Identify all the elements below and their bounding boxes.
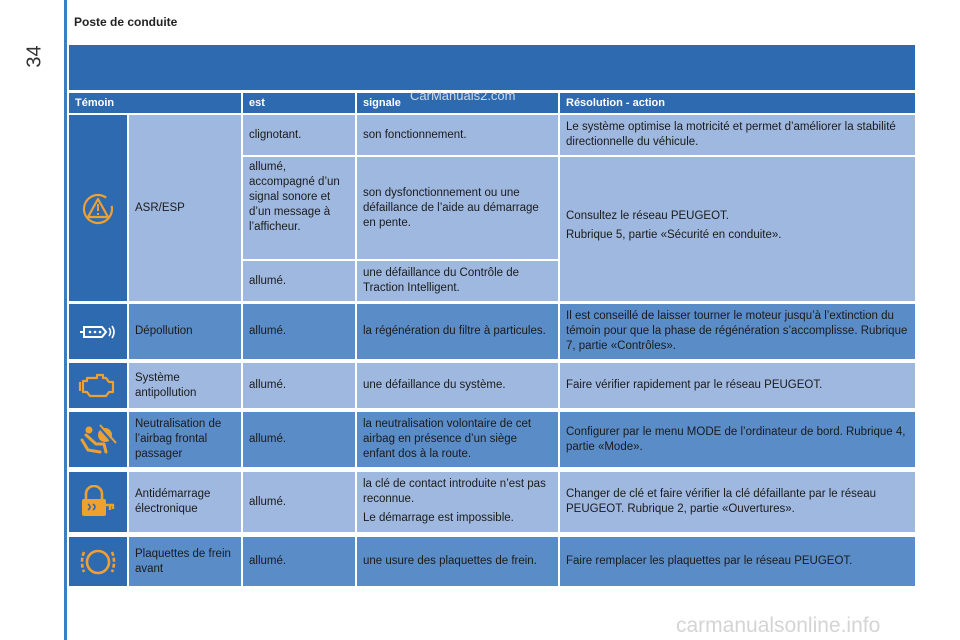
resolution-cell: Configurer par le menu MODE de l’ordinateur de bord. Rubrique 4, partie «Mode».	[560, 412, 915, 467]
est-cell: clignotant.	[243, 115, 355, 155]
temoin-cell: Neutralisation de l’airbag frontal passager	[129, 412, 241, 467]
signale-cell: une défaillance du Contrôle de Traction Intelligent.	[357, 261, 558, 301]
est-cell: allumé.	[243, 412, 355, 467]
signale-cell	[357, 472, 558, 532]
signale-cell: son dysfonctionnement ou une défaillance de l’aide au démarrage en pente.	[357, 157, 558, 259]
temoin-asr-esp: ASR/ESP	[129, 115, 241, 301]
watermark-bottom: carmanualsonline.info	[676, 614, 881, 637]
resolution-line: Rubrique 5, partie «Sécurité en conduite».	[566, 229, 782, 241]
margin-accent-bar	[64, 0, 67, 640]
signale-cell: la neutralisation volontaire de cet airbag en présence d’un siège enfant dos à la route.	[357, 412, 558, 467]
resolution-cell: Faire vérifier rapidement par le réseau PEUGEOT.	[560, 363, 915, 408]
col-header-est: est	[243, 93, 355, 113]
temoin-cell: Système antipollution	[129, 363, 241, 408]
temoin-cell: Dépollution	[129, 304, 241, 359]
col-header-resolution: Résolution - action	[560, 93, 915, 113]
est-cell: allumé, accompagné d’un signal sonore et d’un message à l’afficheur.	[243, 157, 355, 259]
section-title: Poste de conduite	[74, 15, 178, 29]
immobilizer-lock-icon	[69, 472, 127, 532]
col-header-signale: signale	[357, 93, 558, 113]
signale-cell: une usure des plaquettes de frein.	[357, 537, 558, 586]
signale-cell: une défaillance du système.	[357, 363, 558, 408]
resolution-cell	[560, 157, 915, 301]
signale-cell: son fonctionnement.	[357, 115, 558, 155]
table-banner	[69, 45, 915, 90]
est-cell: allumé.	[243, 363, 355, 408]
resolution-line: Consultez le réseau PEUGEOT.	[566, 210, 729, 222]
watermark-top: CarManuals2.com	[410, 88, 516, 103]
airbag-off-icon	[69, 412, 127, 467]
warning-triangle-icon	[69, 115, 127, 301]
est-cell: allumé.	[243, 261, 355, 301]
signale-cell: la régénération du filtre à particules.	[357, 304, 558, 359]
signale-line: Le démarrage est impossible.	[363, 512, 514, 524]
col-header-temoin: Témoin	[69, 93, 241, 113]
brake-pads-icon	[69, 537, 127, 586]
signale-line: la clé de contact introduite n’est pas reconnue.	[363, 478, 546, 505]
est-cell: allumé.	[243, 304, 355, 359]
temoin-cell: Plaquettes de frein avant	[129, 537, 241, 586]
temoin-cell: Antidémarrage électronique	[129, 472, 241, 532]
particle-filter-icon	[69, 304, 127, 359]
est-cell: allumé.	[243, 537, 355, 586]
est-cell: allumé.	[243, 472, 355, 532]
engine-icon	[69, 363, 127, 408]
resolution-cell: Changer de clé et faire vérifier la clé défaillante par le réseau PEUGEOT. Rubrique 2, partie «Ouvertures».	[560, 472, 915, 532]
page-number: 34	[23, 45, 46, 68]
resolution-cell: Il est conseillé de laisser tourner le moteur jusqu’à l’extinction du témoin pour que la phase de régénération s’accomplisse. Rubrique 7, partie «Contrôles».	[560, 304, 915, 359]
resolution-cell: Le système optimise la motricité et permet d’améliorer la stabilité directionnelle du véhicule.	[560, 115, 915, 155]
resolution-cell: Faire remplacer les plaquettes par le réseau PEUGEOT.	[560, 537, 915, 586]
